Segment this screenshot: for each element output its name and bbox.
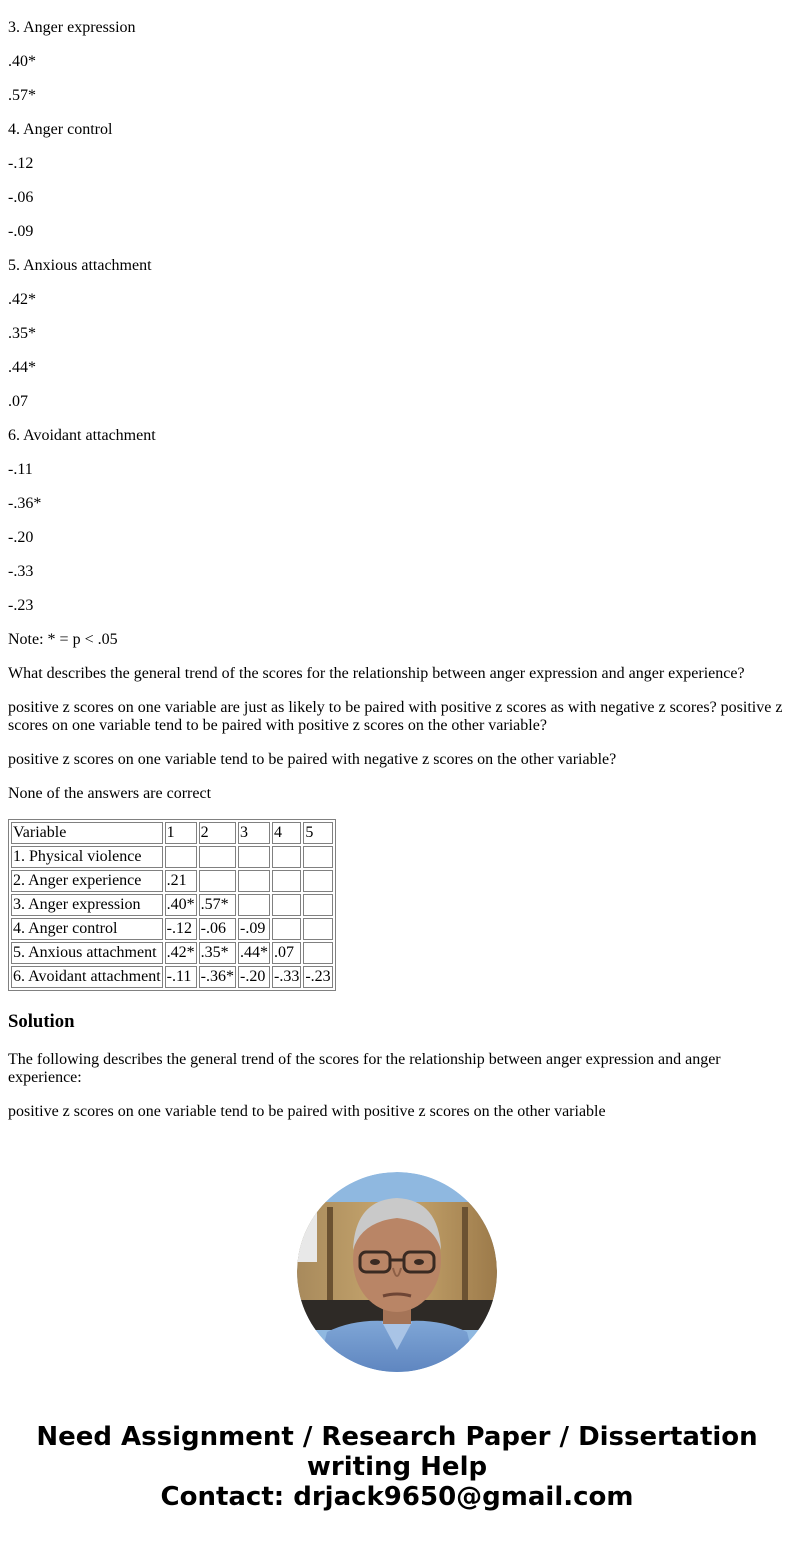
table-cell: .44* [238,942,270,964]
table-header-cell: 2 [199,822,236,844]
list-item: -.06 [8,189,34,206]
table-cell [238,870,270,892]
table-row [11,846,333,868]
promo-line: writing Help [306,1452,488,1482]
table-cell [272,894,301,916]
answer-option: positive z scores on one variable tend to be paired with negative z scores on the other variable? [8,751,617,768]
table-row [11,966,333,988]
table-cell: -.11 [165,966,197,988]
correlation-table [8,819,336,991]
table-cell: -.23 [303,966,332,988]
list-item: -.33 [8,563,34,580]
table-cell [238,846,270,868]
table-cell: -.20 [238,966,270,988]
table-cell [272,846,301,868]
list-item: -.09 [8,223,34,240]
list-item: .07 [8,393,28,410]
solution-heading: Solution [8,1011,75,1032]
table-cell: 4. Anger control [11,918,163,940]
list-item: 3. Anger expression [8,19,136,36]
table-cell [272,918,301,940]
table-row [11,942,333,964]
table-row [11,894,333,916]
table-cell: .35* [199,942,236,964]
solution-answer: positive z scores on one variable tend to be paired with positive z scores on the other variable [8,1103,606,1120]
table-cell [303,846,332,868]
solution-intro: The following describes the general trend of the scores for the relationship between anger expression and anger experience: [8,1051,721,1086]
table-cell: -.09 [238,918,270,940]
list-item: .42* [8,291,36,308]
list-item: 5. Anxious attachment [8,257,152,274]
table-header-cell: 1 [165,822,197,844]
table-cell [272,870,301,892]
table-cell [238,894,270,916]
table-cell [199,870,236,892]
list-item: 6. Avoidant attachment [8,427,156,444]
answer-option: None of the answers are correct [8,785,212,802]
document-body [0,19,794,1121]
list-item: .40* [8,53,36,70]
table-cell: -.06 [199,918,236,940]
table-cell: 5. Anxious attachment [11,942,163,964]
list-item: -.11 [8,461,33,478]
table-row [11,918,333,940]
table-cell [303,918,332,940]
avatar [297,1172,497,1372]
table-cell [303,942,332,964]
table-cell: 2. Anger experience [11,870,163,892]
table-cell: .21 [165,870,197,892]
list-item: .44* [8,359,36,376]
table-cell: -.36* [199,966,236,988]
table-cell: 6. Avoidant attachment [11,966,163,988]
list-item: -.20 [8,529,34,546]
list-item: .57* [8,87,36,104]
table-cell: .07 [272,942,301,964]
table-cell: -.12 [165,918,197,940]
table-cell [303,894,332,916]
table-header-cell: 3 [238,822,270,844]
promo-banner [0,1422,794,1512]
table-header-row [11,822,333,844]
table-cell: 3. Anger expression [11,894,163,916]
list-item: -.12 [8,155,34,172]
table-cell [165,846,197,868]
table-cell [303,870,332,892]
table-row [11,870,333,892]
person-photo-icon [297,1172,497,1372]
list-item: -.36* [8,495,42,512]
answer-option: positive z scores on one variable are just as likely to be paired with positive z scores as with negative z scores? positive z scores on one variable tend to be paired with positive z scores on the other variable? [8,699,783,734]
list-item: -.23 [8,597,34,614]
note-text: Note: * = p < .05 [8,631,118,648]
table-cell: 1. Physical violence [11,846,163,868]
table-cell: .40* [165,894,197,916]
table-cell [199,846,236,868]
table-cell: .57* [199,894,236,916]
table-header-cell: 4 [272,822,301,844]
table-header-cell: Variable [11,822,163,844]
list-item: 4. Anger control [8,121,113,138]
table-cell: .42* [165,942,197,964]
table-header-cell: 5 [303,822,332,844]
promo-contact: Contact: drjack9650@gmail.com [160,1482,634,1512]
table-cell: -.33 [272,966,301,988]
list-item: .35* [8,325,36,342]
promo-line: Need Assignment / Research Paper / Dissertation [36,1422,758,1452]
question-text: What describes the general trend of the scores for the relationship between anger expression and anger experience? [8,665,745,682]
